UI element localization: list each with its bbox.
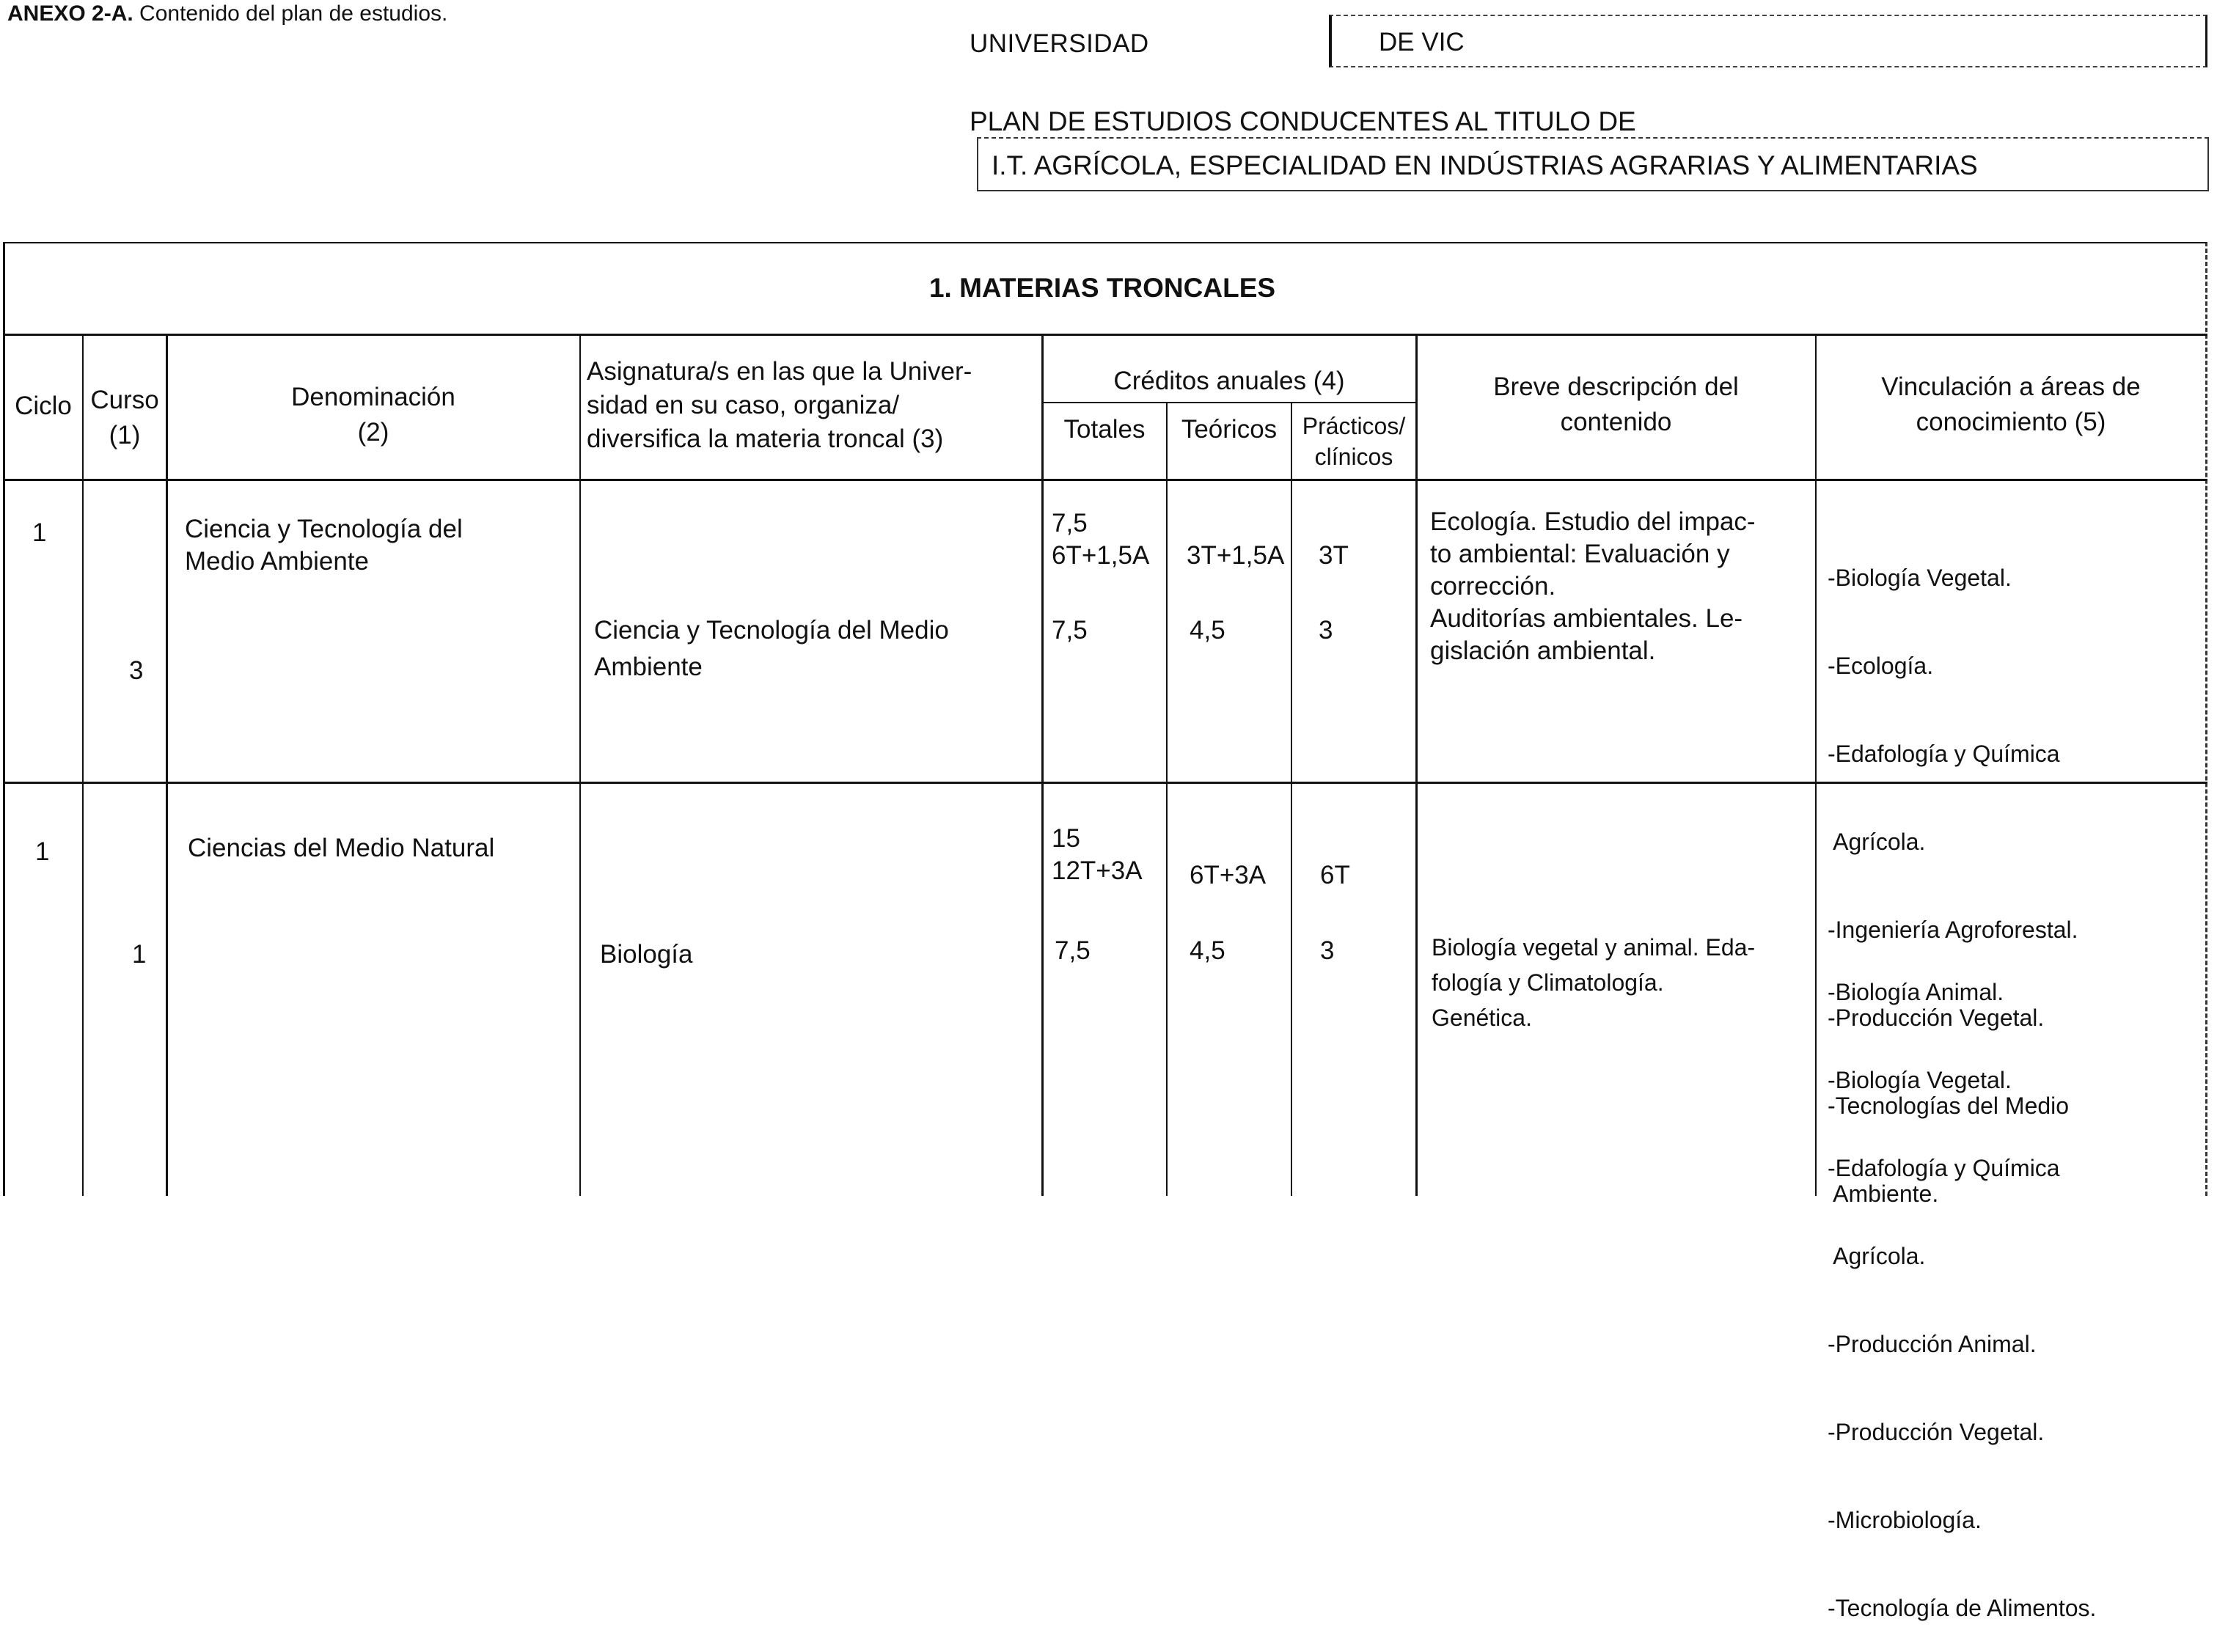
row2-vinculacion-line2: -Biología Vegetal. (1828, 1067, 2012, 1093)
header-practicos-line1: Prácticos/ (1302, 413, 1406, 439)
row1-descripcion-line2: to ambiental: Evaluación y (1430, 540, 1730, 568)
row2-vinculacion-line6: -Producción Vegetal. (1828, 1419, 2045, 1445)
col-sep-2 (166, 334, 168, 1196)
header-asignatura (587, 355, 1034, 456)
row1-descripcion-line1: Ecología. Estudio del impac- (1430, 507, 1756, 536)
row1-vinculacion-line5: -Ingeniería Agroforestal. (1828, 917, 2078, 943)
row1-asig-teoricos: 4,5 (1190, 616, 1225, 645)
row2-asig-totales: 7,5 (1055, 936, 1091, 965)
row1-denominacion-line1: Ciencia y Tecnología del (185, 515, 463, 543)
row1-asignatura-line1: Ciencia y Tecnología del Medio (594, 616, 949, 645)
header-descripcion-line1: Breve descripción del (1493, 372, 1739, 401)
row1-totales-line2: 6T+1,5A (1052, 541, 1150, 570)
col-sep-5 (1166, 402, 1168, 1196)
row1-vinculacion-line8: Ambiente. (1828, 1181, 1939, 1207)
col-sep-7 (1415, 334, 1418, 1196)
header-denominacion-line1: Denominación (291, 383, 455, 411)
col-sep-6 (1291, 402, 1292, 1196)
row1-vinculacion-line4: Agrícola. (1828, 829, 1926, 855)
header-creditos: Créditos anuales (4) (1113, 367, 1345, 395)
plan-label: PLAN DE ESTUDIOS CONDUCENTES AL TITULO DE (970, 106, 1636, 136)
header-asignatura-line3: diversifica la materia troncal (3) (587, 425, 944, 453)
row2-asig-practicos: 3 (1320, 936, 1335, 965)
row1-asignatura-line2: Ambiente (594, 653, 703, 681)
row2-vinculacion (1828, 919, 2202, 1652)
row1-vinculacion-line2: -Ecología. (1828, 653, 1934, 679)
header-vinculacion-line1: Vinculación a áreas de (1881, 372, 2141, 401)
col-sep-8 (1815, 334, 1817, 1196)
row1-vinculacion-line3: -Edafología y Química (1828, 741, 2060, 767)
row1-asig-practicos: 3 (1319, 616, 1333, 645)
header-denominacion (167, 380, 579, 450)
header-vinculacion-line2: conocimiento (5) (1916, 408, 2106, 436)
header-totales: Totales (1063, 415, 1146, 444)
plan-value: I.T. AGRÍCOLA, ESPECIALIDAD EN INDÚSTRIAS AGRARIAS Y ALIMENTARIAS (992, 150, 1978, 180)
rule-title (3, 334, 2207, 336)
row1-descripcion (1430, 506, 1811, 667)
row1-totales (1052, 507, 1149, 572)
university-value: DE VIC (1379, 28, 1465, 56)
header-curso (84, 383, 166, 453)
row1-vinculacion-line7: -Tecnologías del Medio (1828, 1093, 2070, 1119)
row1-curso: 3 (129, 656, 144, 685)
header-descripcion (1417, 370, 1815, 440)
header-asignatura-line2: sidad en su caso, organiza/ (587, 391, 900, 419)
row2-descripcion (1432, 930, 1813, 1035)
row1-descripcion-line3: corrección. (1430, 572, 1556, 601)
row1-vinculacion-line6: -Producción Vegetal. (1828, 1005, 2045, 1031)
col-sep-1 (82, 334, 84, 1196)
row1-ciclo: 1 (32, 518, 47, 547)
row2-asignatura-line1: Biología (600, 940, 693, 969)
col-sep-4 (1041, 334, 1044, 1196)
row2-descripcion-line1: Biología vegetal y animal. Eda- (1432, 934, 1756, 961)
row2-asig-teoricos: 4,5 (1190, 936, 1225, 965)
header-practicos-line2: clínicos (1314, 444, 1393, 470)
row2-vinculacion-line3: -Edafología y Química (1828, 1155, 2060, 1181)
row2-practicos: 6T (1320, 861, 1350, 889)
row2-vinculacion-line5: -Producción Animal. (1828, 1331, 2037, 1357)
university-label: UNIVERSIDAD (970, 29, 1149, 58)
row2-totales-line1: 15 (1052, 824, 1080, 853)
row2-curso: 1 (132, 940, 147, 969)
rule-creditos (1041, 402, 1415, 403)
row2-denominacion-line1: Ciencias del Medio Natural (188, 834, 495, 862)
row1-teoricos: 3T+1,5A (1187, 541, 1285, 570)
row1-descripcion-line4: Auditorías ambientales. Le- (1430, 604, 1743, 633)
header-ciclo: Ciclo (15, 392, 72, 420)
row1-descripcion-line5: gislación ambiental. (1430, 636, 1656, 665)
row2-descripcion-line3: Genética. (1432, 1005, 1532, 1031)
row1-practicos: 3T (1319, 541, 1349, 570)
row2-teoricos: 6T+3A (1190, 861, 1267, 889)
header-curso-line1: Curso (90, 386, 159, 414)
row1-totales-line1: 7,5 (1052, 509, 1088, 537)
rule-header (3, 479, 2207, 481)
header-practicos (1292, 411, 1415, 472)
row1-asignatura (594, 612, 1034, 686)
header-descripcion-line2: contenido (1560, 408, 1672, 436)
header-vinculacion (1817, 370, 2205, 440)
table-title: 1. MATERIAS TRONCALES (928, 273, 1276, 303)
row2-vinculacion-line1: -Biología Animal. (1828, 979, 2004, 1005)
row2-ciclo: 1 (35, 837, 50, 866)
header-asignatura-line1: Asignatura/s en las que la Univer- (587, 357, 972, 386)
row2-totales (1052, 823, 1143, 887)
header-teoricos: Teóricos (1181, 415, 1278, 444)
row2-denominacion (188, 832, 569, 864)
row2-vinculacion-line4: Agrícola. (1828, 1243, 1926, 1269)
header-denominacion-line2: (2) (357, 418, 389, 447)
row1-denominacion (185, 513, 566, 578)
header-curso-line2: (1) (109, 421, 141, 449)
row2-vinculacion-line7: -Microbiología. (1828, 1507, 1982, 1533)
annex-heading: ANEXO 2-A. Contenido del plan de estudios. (7, 1, 448, 26)
row2-descripcion-line2: fología y Climatología. (1432, 969, 1664, 996)
row1-asig-totales: 7,5 (1052, 616, 1088, 645)
row2-vinculacion-line8: -Tecnología de Alimentos. (1828, 1595, 2097, 1621)
row2-asignatura (600, 939, 1025, 971)
row1-vinculacion-line1: -Biología Vegetal. (1828, 565, 2012, 591)
row1-denominacion-line2: Medio Ambiente (185, 547, 369, 576)
row2-totales-line2: 12T+3A (1052, 856, 1143, 885)
col-sep-3 (579, 334, 581, 1196)
